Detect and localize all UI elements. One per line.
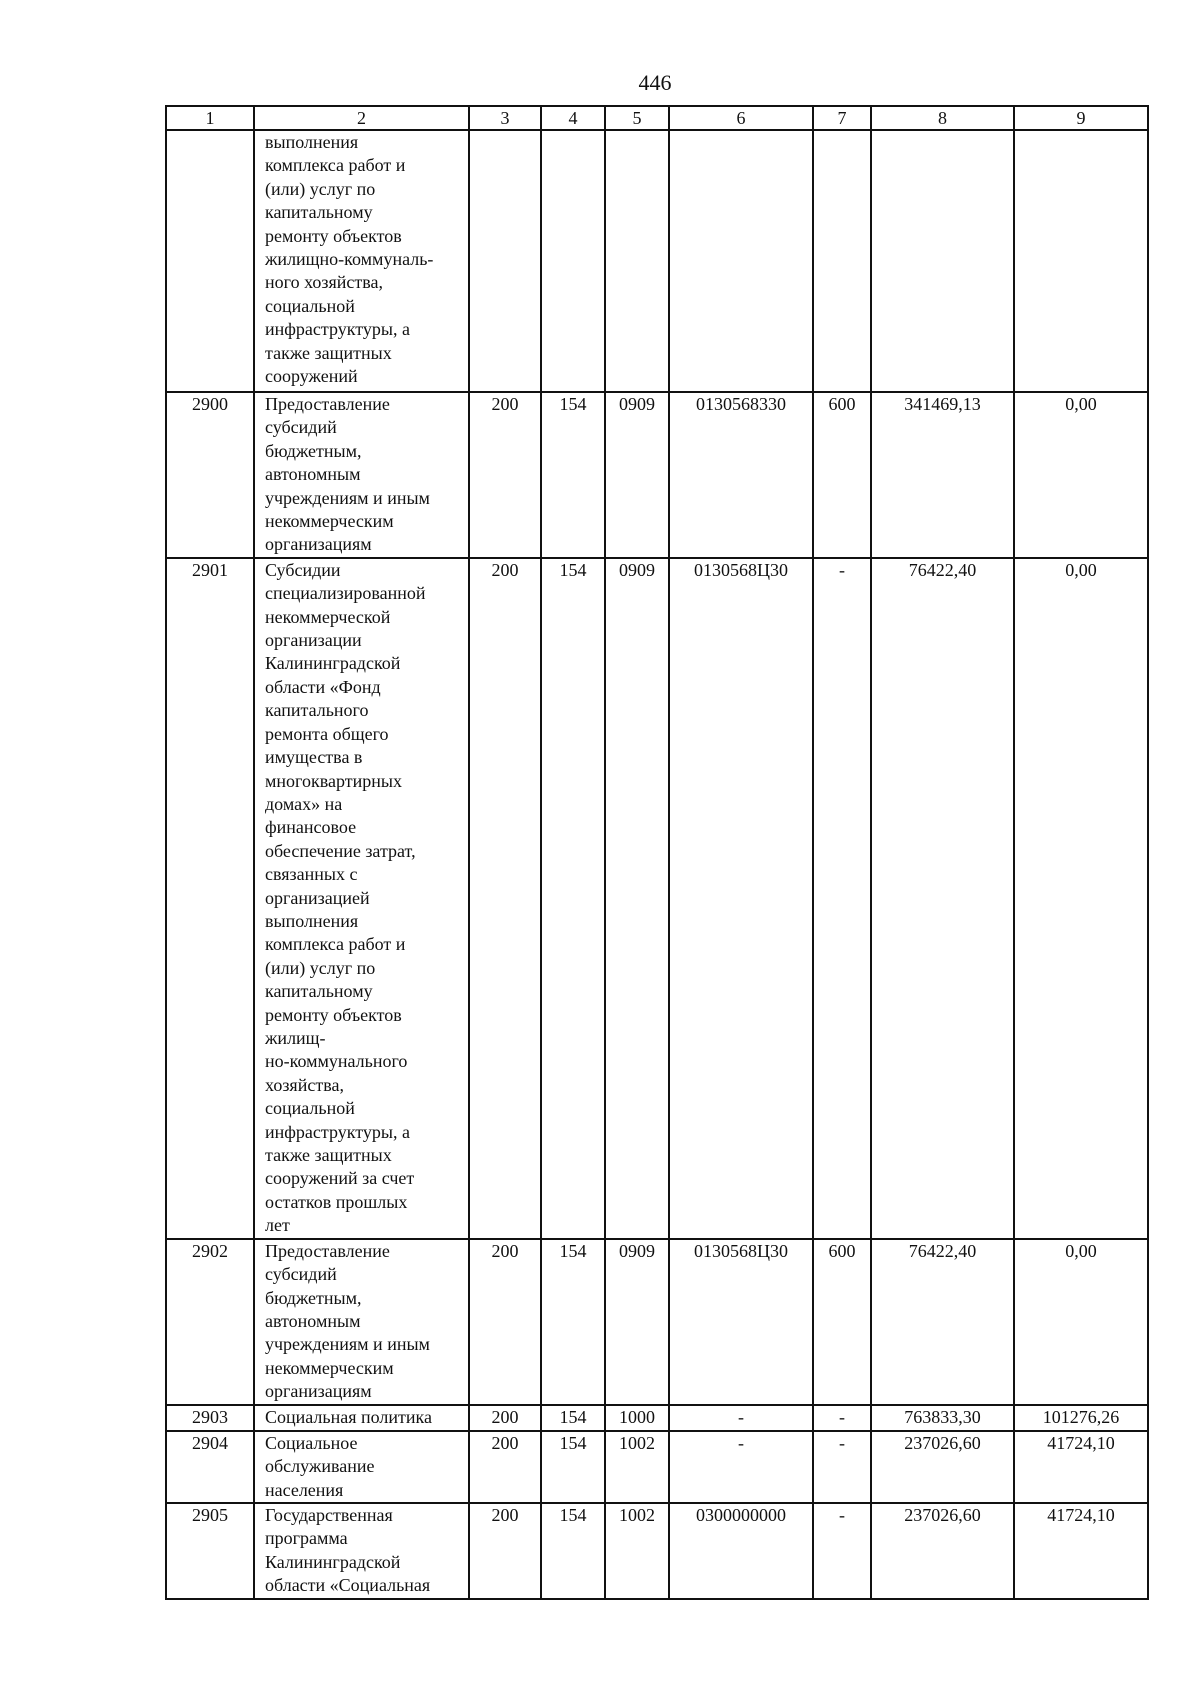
page-number: 446 xyxy=(638,70,672,95)
cell-c8: 341469,13 xyxy=(871,392,1014,558)
cell-c8: 237026,60 xyxy=(871,1503,1014,1599)
cell-c4: 154 xyxy=(541,1431,605,1503)
cell-c7: 600 xyxy=(813,1239,871,1405)
cell-c8: 76422,40 xyxy=(871,1239,1014,1405)
cell-c5: 0909 xyxy=(605,558,669,1239)
table-row xyxy=(166,392,1148,558)
cell-c3: 200 xyxy=(469,1431,541,1503)
cell-c9: 0,00 xyxy=(1014,392,1148,558)
cell-c9: 41724,10 xyxy=(1014,1503,1148,1599)
cell-c4: 154 xyxy=(541,558,605,1239)
row-name: Государственная программа Калининградской области «Социальная xyxy=(254,1503,469,1599)
column-header: 7 xyxy=(813,106,871,130)
table-row xyxy=(166,1405,1148,1431)
cell-c8: 237026,60 xyxy=(871,1431,1014,1503)
cell-c4 xyxy=(541,130,605,392)
table-row xyxy=(166,558,1148,1239)
cell-c4: 154 xyxy=(541,1239,605,1405)
cell-c3: 200 xyxy=(469,392,541,558)
cell-c6: 0130568Ц30 xyxy=(669,1239,813,1405)
row-name: Предоставление субсидий бюджетным, автономным учреждениям и иным некоммерческим организациям xyxy=(254,1239,469,1405)
cell-c8: 763833,30 xyxy=(871,1405,1014,1431)
column-header: 8 xyxy=(871,106,1014,130)
cell-c7: 600 xyxy=(813,392,871,558)
cell-c5: 1002 xyxy=(605,1431,669,1503)
header-row xyxy=(166,106,1148,130)
column-header: 6 xyxy=(669,106,813,130)
cell-c7: - xyxy=(813,1431,871,1503)
cell-c4: 154 xyxy=(541,1405,605,1431)
table-row xyxy=(166,1503,1148,1599)
cell-c7: - xyxy=(813,1503,871,1599)
cell-c3 xyxy=(469,130,541,392)
row-name: Предоставление субсидий бюджетным, автономным учреждениям и иным некоммерческим организациям xyxy=(254,392,469,558)
cell-c8 xyxy=(871,130,1014,392)
cell-c3: 200 xyxy=(469,1405,541,1431)
cell-c3: 200 xyxy=(469,1503,541,1599)
cell-c9: 41724,10 xyxy=(1014,1431,1148,1503)
row-number: 2901 xyxy=(166,558,254,1239)
column-header: 9 xyxy=(1014,106,1148,130)
table-row xyxy=(166,1431,1148,1503)
cell-c7 xyxy=(813,130,871,392)
cell-c6: - xyxy=(669,1431,813,1503)
column-header: 2 xyxy=(254,106,469,130)
budget-table xyxy=(165,105,1149,1600)
cell-c5: 1002 xyxy=(605,1503,669,1599)
cell-c9: 0,00 xyxy=(1014,558,1148,1239)
cell-c5: 1000 xyxy=(605,1405,669,1431)
row-name: Социальная политика xyxy=(254,1405,469,1431)
table-row xyxy=(166,1239,1148,1405)
column-header: 3 xyxy=(469,106,541,130)
cell-c8: 76422,40 xyxy=(871,558,1014,1239)
row-name: выполнения комплекса работ и (или) услуг по капитальному ремонту объектов жилищно-коммуналь- ного хозяйства, социальной инфраструктуры, а также защитных сооружений xyxy=(254,130,469,392)
cell-c4: 154 xyxy=(541,392,605,558)
column-header: 1 xyxy=(166,106,254,130)
cell-c5: 0909 xyxy=(605,392,669,558)
cell-c6: 0130568Ц30 xyxy=(669,558,813,1239)
row-number: 2902 xyxy=(166,1239,254,1405)
row-name: Социальное обслуживание населения xyxy=(254,1431,469,1503)
cell-c6: 0300000000 xyxy=(669,1503,813,1599)
cell-c6: 0130568330 xyxy=(669,392,813,558)
cell-c7: - xyxy=(813,1405,871,1431)
column-header: 5 xyxy=(605,106,669,130)
row-name: Субсидии специализированной некоммерческой организации Калининградской области «Фонд капитального ремонта общего имущества в многоквартирных домах» на финансовое обеспечение затрат, связанных с организацией выполнения комплекса работ и (или) услуг по капитальному ремонту объектов жилищ- но-коммунального хозяйства, социальной инфраструктуры, а также защитных сооружений за счет остатков прошлых лет xyxy=(254,558,469,1239)
cell-c5 xyxy=(605,130,669,392)
cell-c4: 154 xyxy=(541,1503,605,1599)
cell-c7: - xyxy=(813,558,871,1239)
row-number: 2900 xyxy=(166,392,254,558)
cell-c9 xyxy=(1014,130,1148,392)
cell-c9: 101276,26 xyxy=(1014,1405,1148,1431)
row-number: 2905 xyxy=(166,1503,254,1599)
cell-c3: 200 xyxy=(469,1239,541,1405)
cell-c5: 0909 xyxy=(605,1239,669,1405)
row-number: 2904 xyxy=(166,1431,254,1503)
row-number xyxy=(166,130,254,392)
cell-c3: 200 xyxy=(469,558,541,1239)
cell-c6: - xyxy=(669,1405,813,1431)
row-number: 2903 xyxy=(166,1405,254,1431)
cell-c6 xyxy=(669,130,813,392)
table-row xyxy=(166,130,1148,392)
cell-c9: 0,00 xyxy=(1014,1239,1148,1405)
column-header: 4 xyxy=(541,106,605,130)
